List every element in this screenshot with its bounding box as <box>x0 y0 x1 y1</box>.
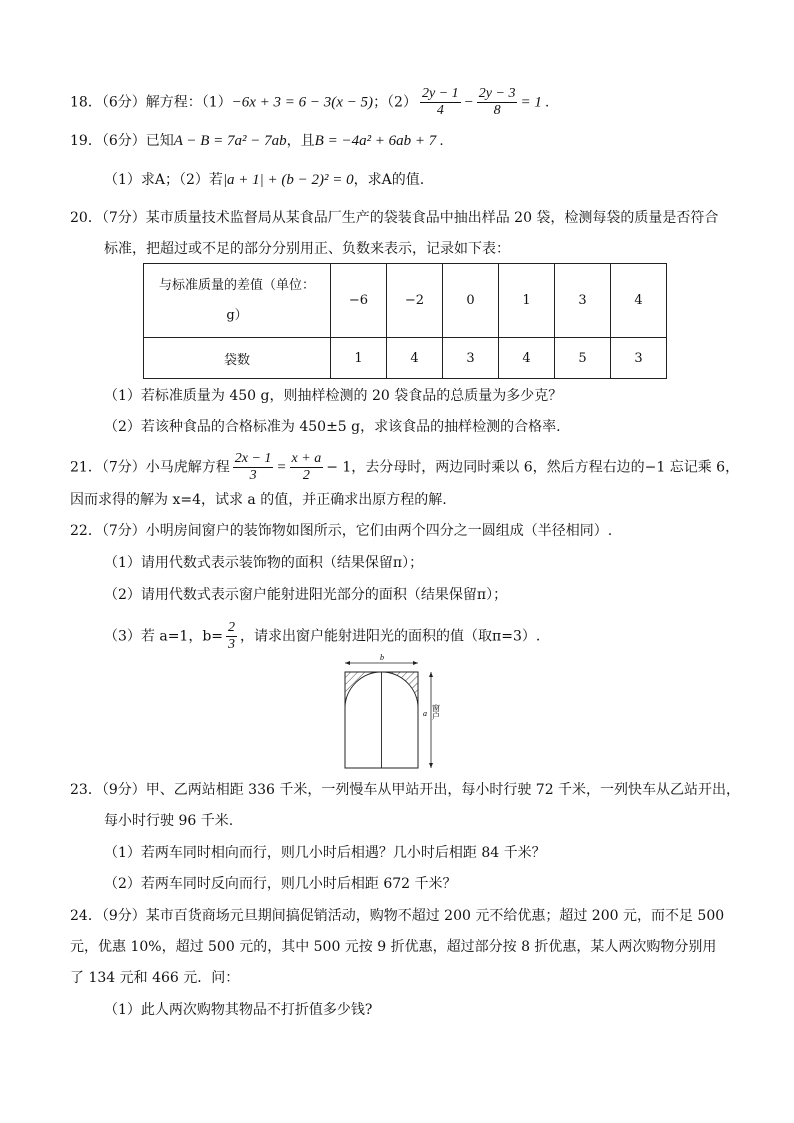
table-cell: 4 <box>387 338 443 379</box>
fraction: $\frac{2}{3}$ <box>228 620 236 652</box>
table-cell: 0 <box>443 264 499 338</box>
question-23-line2: 每小时行驶 96 千米. <box>104 813 234 829</box>
question-24-line3: 了 134 元和 466 元．问： <box>70 970 240 986</box>
table-cell: 1 <box>499 264 555 338</box>
table-cell: −2 <box>387 264 443 338</box>
table-header-cell: 与标准质量的差值（单位： g） <box>144 264 331 338</box>
question-21: 21．（7分）小马虎解方程 $\frac{2x - 1}{3}$ = $\frac{x + a}{2}$ − 1，去分母时，两边同时乘以 6，然后方程右边的−1 忘记乘 6， <box>70 451 740 483</box>
fraction: $\frac{2x - 1}{3}$ <box>234 451 272 483</box>
table-cell: 3 <box>443 338 499 379</box>
data-table <box>143 263 667 379</box>
table-cell: 1 <box>331 338 387 379</box>
arrow-up-icon <box>429 672 433 677</box>
table-cell: 4 <box>611 264 667 338</box>
table-row-label: 袋数 <box>144 338 331 379</box>
dimension-a-label: a <box>423 709 427 718</box>
question-24-line1: 24．（9分）某市百货商场元旦期间搞促销活动，购物不超过 200 元不给优惠；超过 200 元，而不足 500 <box>70 908 725 924</box>
question-22-sub2: （2）请用代数式表示窗户能射进阳光部分的面积（结果保留π）； <box>104 587 508 603</box>
arrow-down-icon <box>429 763 433 768</box>
dimension-b-label: b <box>380 653 384 662</box>
fraction: $\frac{2y - 1}{4}$ <box>421 86 459 118</box>
arrow-right-icon <box>413 661 418 665</box>
fraction: $\frac{2y - 3}{8}$ <box>478 86 516 118</box>
question-20-line1: 20．（7分）某市质量技术监督局从某食品厂生产的袋装食品中抽出样品 20 袋，检测每袋的质量是否符合 <box>70 210 719 226</box>
right-quarter-circle <box>382 672 419 709</box>
question-23-sub2: （2）若两车同时反向而行，则几小时后相距 672 千米？ <box>104 876 457 892</box>
question-20-line2: 标准，把超过或不足的部分分别用正、负数来表示，记录如下表： <box>104 241 510 257</box>
fraction: $\frac{x + a}{2}$ <box>291 451 322 483</box>
table-cell: 3 <box>611 338 667 379</box>
window-label: 窗户 <box>431 704 441 720</box>
table-cell: −6 <box>331 264 387 338</box>
table-cell: 3 <box>555 264 611 338</box>
question-22-line1: 22．（7分）小明房间窗户的装饰物如图所示，它们由两个四分之一圆组成（半径相同）. <box>70 523 613 539</box>
question-22-sub1: （1）请用代数式表示装饰物的面积（结果保留π）； <box>104 555 424 571</box>
window-figure <box>335 652 445 770</box>
arrow-left-icon <box>345 661 350 665</box>
question-24-line2: 元，优惠 10%，超过 500 元的，其中 500 元按 9 折优惠，超过部分按 8 折优惠，某人两次购物分别用 <box>70 939 717 955</box>
question-23-line1: 23．（9分）甲、乙两站相距 336 千米，一列慢车从甲站开出，每小时行驶 72 千米，一列快车从乙站开出， <box>70 782 741 798</box>
question-22-sub3: （3）若 a=1，b= $\frac{2}{3}$ ，请求出窗户能射进阳光的面积的值（取π=3）. <box>104 620 541 652</box>
question-18: 18．（6分）解方程：（1）−6x + 3 = 6 − 3(x − 5)；（2） $\frac{2y - 1}{4}$ − $\frac{2y - 3}{8}$ = 1 . <box>70 86 550 118</box>
question-21-line2: 因而求得的解为 x=4，试求 a 的值，并正确求出原方程的解. <box>70 492 447 508</box>
table-cell: 4 <box>499 338 555 379</box>
left-quarter-circle <box>345 672 382 709</box>
table-cell: 5 <box>555 338 611 379</box>
question-23-sub1: （1）若两车同时相向而行，则几小时后相遇？几小时后相距 84 千米？ <box>104 845 546 861</box>
question-19: 19．（6分）已知A − B = 7a² − 7ab，且B = −4a² + 6ab + 7 . <box>70 133 444 149</box>
question-19-sub: （1）求A；（2）若|a + 1| + (b − 2)² = 0，求A的值. <box>104 172 425 188</box>
question-24-sub1: （1）此人两次购物其物品不打折值多少钱? <box>104 1002 373 1018</box>
question-20-sub1: （1）若标准质量为 450 g，则抽样检测的 20 袋食品的总质量为多少克？ <box>104 388 563 404</box>
question-20-sub2: （2）若该种食品的合格标准为 450±5 g，求该食品的抽样检测的合格率. <box>104 419 561 435</box>
